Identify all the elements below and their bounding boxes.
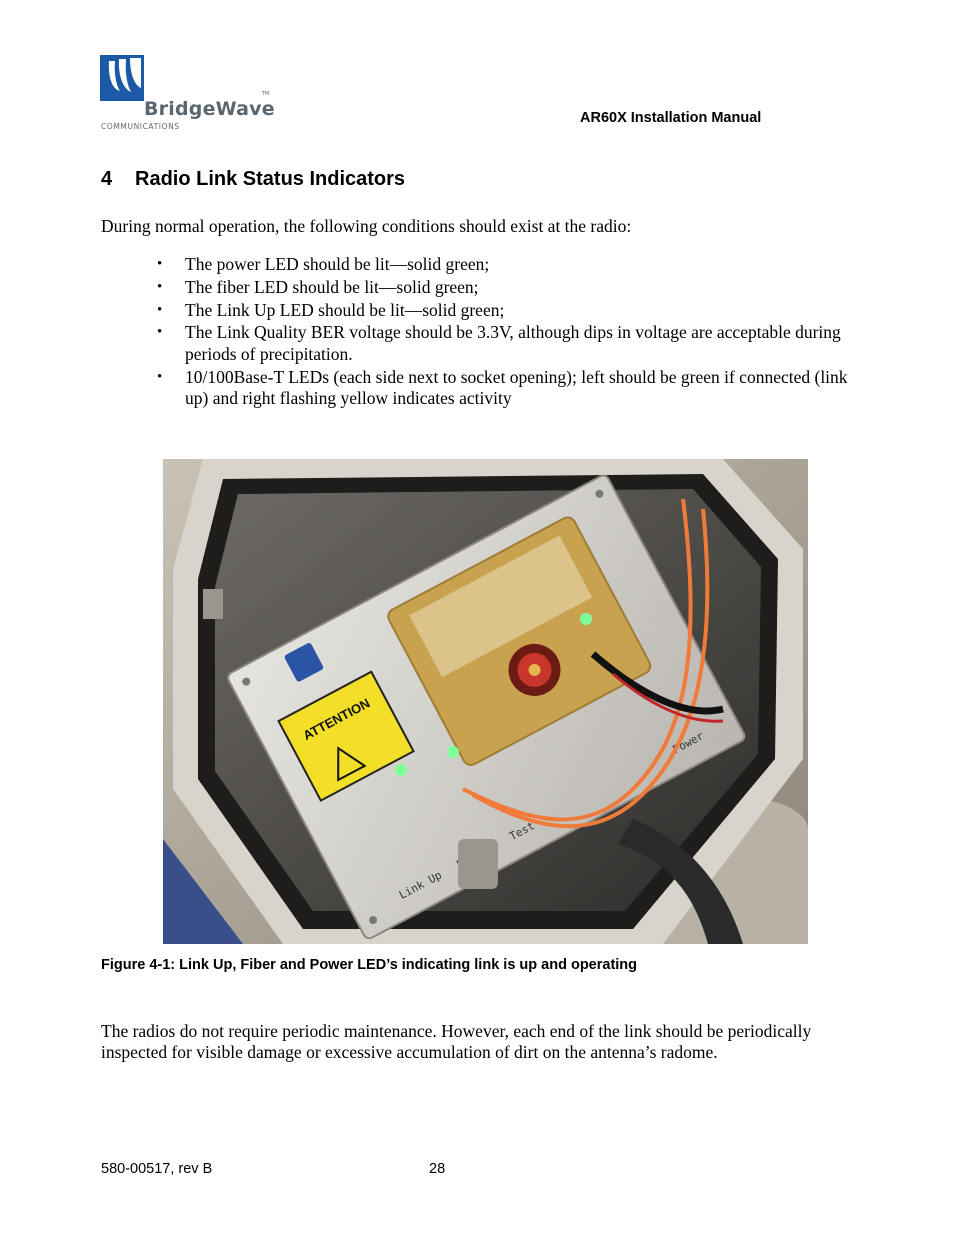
logo-subtitle: COMMUNICATIONS: [101, 122, 180, 131]
page-number: 28: [429, 1161, 446, 1177]
link-up-label: Link Up: [396, 868, 444, 902]
list-item: • The fiber LED should be lit—solid green;: [100, 277, 870, 299]
logo-wordmark: BridgeWave: [144, 98, 275, 120]
intro-paragraph: During normal operation, the following conditions should exist at the radio:: [101, 216, 632, 236]
document-number: 580-00517, rev B: [101, 1161, 213, 1177]
closing-paragraph: The radios do not require periodic maintenance. However, each end of the link should be periodically inspected for visible damage or excessive accumulation of dirt on the antenna’s radome.: [101, 1021, 812, 1062]
figure-caption: Figure 4-1: Link Up, Fiber and Power LED’s indicating link is up and operating: [101, 957, 638, 973]
status-conditions-list: [100, 254, 870, 411]
document-title: AR60X Installation Manual: [580, 110, 762, 126]
power-led: [580, 613, 592, 625]
fiber-led: [447, 746, 459, 758]
list-item: • The power LED should be lit—solid green;: [100, 254, 870, 276]
power-label: Power: [670, 729, 706, 757]
section-number: 4: [101, 168, 113, 190]
test-label: Test: [507, 819, 537, 844]
radio-enclosure-photo: [163, 459, 808, 944]
logo-trademark: TM: [262, 91, 270, 97]
section-title: Radio Link Status Indicators: [135, 168, 406, 190]
attention-label: ATTENTION: [300, 695, 373, 744]
list-item: • 10/100Base-T LEDs (each side next to socket opening); left should be green if connected (link up) and right flashing yellow indicates activity: [100, 367, 870, 410]
link-up-led: [395, 764, 407, 776]
list-item: • The Link Quality BER voltage should be 3.3V, although dips in voltage are acceptable during periods of precipitation.: [100, 322, 870, 365]
list-item: • The Link Up LED should be lit—solid green;: [100, 300, 870, 322]
